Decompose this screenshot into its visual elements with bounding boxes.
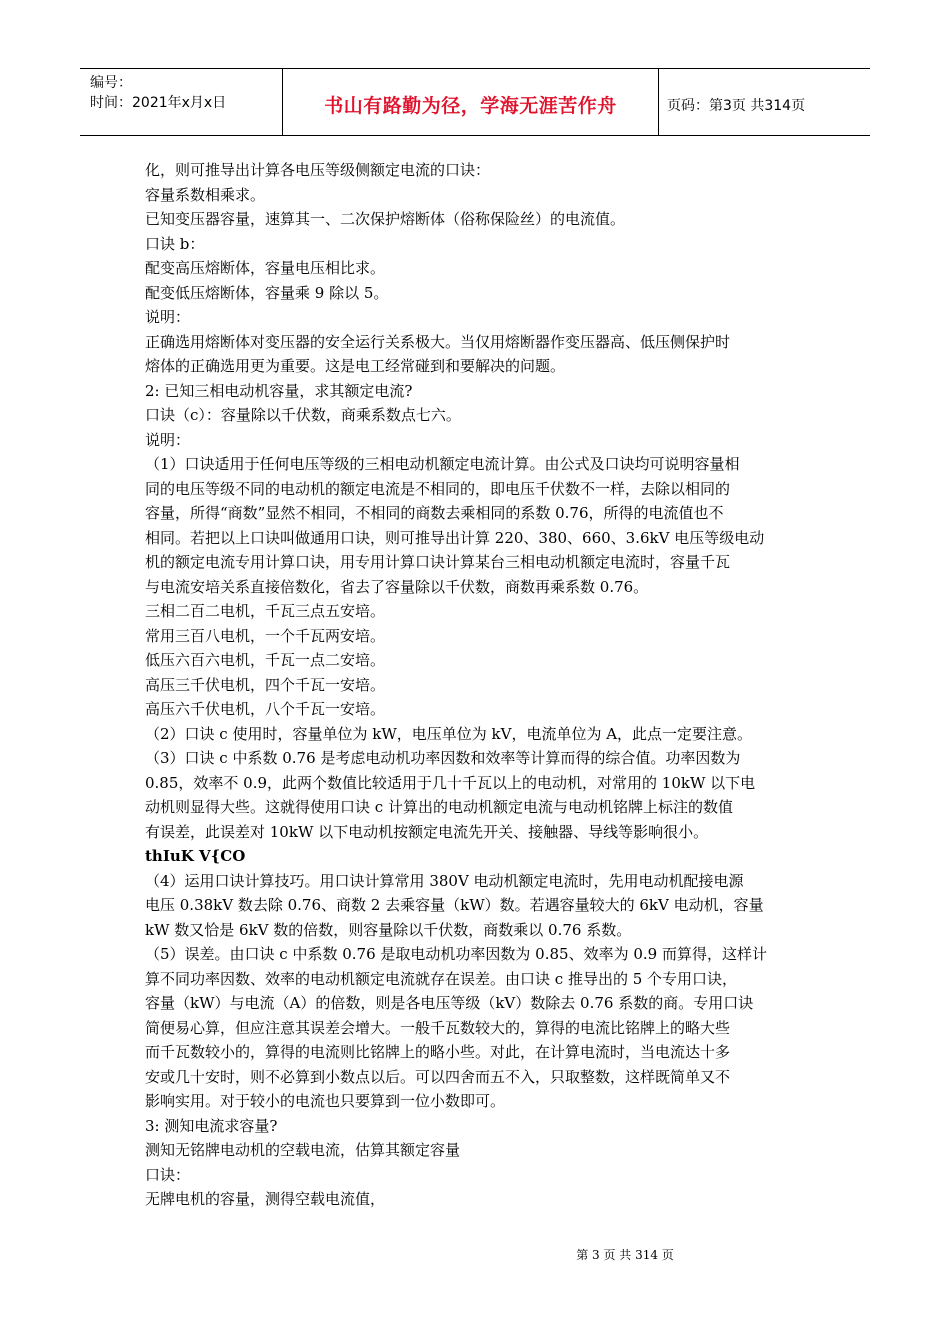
body-text-line: 说明： — [145, 430, 191, 449]
body-text-line: 口诀 b： — [145, 234, 205, 253]
body-text-line: （1）口诀适用于任何电压等级的三相电动机额定电流计算。由公式及口诀均可说明容量相 — [145, 455, 740, 473]
body-text-line: 配变高压熔断体，容量电压相比求。 — [145, 259, 386, 277]
body-text-line: 说明： — [145, 308, 191, 326]
header-page-info: 页码：第3页 共314页 — [667, 98, 806, 114]
body-text-line: kW 数又恰是 6kV 数的倍数，则容量除以千伏数，商数乘以 0.76 系数。 — [145, 920, 632, 939]
body-text-line: thIuK V{CO — [145, 847, 246, 865]
footer-page-number: 第 3 页 共 314 页 — [576, 1248, 674, 1262]
body-text-line: 容量系数相乘求。 — [145, 185, 266, 204]
body-text-line: 口诀（c）：容量除以千伏数，商乘系数点七六。 — [145, 406, 461, 424]
body-text-line: 高压三千伏电机，四个千瓦一安培。 — [145, 675, 386, 694]
header-meta-cell — [80, 69, 283, 135]
date-line: 时间：2021年x月x日 — [90, 95, 227, 111]
body-text-line: 三相二百二电机，千瓦三点五安培。 — [145, 602, 386, 620]
body-text-line: 低压六百六电机，千瓦一点二安培。 — [145, 651, 386, 669]
body-text-line: 有误差，此误差对 10kW 以下电动机按额定电流先开关、接触器、导线等影响很小。 — [145, 822, 709, 841]
page-header — [80, 68, 870, 136]
body-text-line: 高压六千伏电机，八个千瓦一安培。 — [145, 700, 386, 718]
header-motto-cell — [283, 69, 659, 135]
body-text-line: 动机则显得大些。这就得使用口诀 c 计算出的电动机额定电流与电动机铭牌上标注的数值 — [145, 798, 733, 816]
body-text-line: 容量，所得“商数”显然不相同，不相同的商数去乘相同的系数 0.76，所得的电流值也不 — [145, 504, 724, 522]
body-text-line: 简便易心算，但应注意其误差会增大。一般千瓦数较大的，算得的电流比铭牌上的略大些 — [145, 1018, 731, 1037]
serial-label: 编号： — [90, 75, 132, 91]
body-text-line: 相同。若把以上口诀叫做通用口诀，则可推导出计算 220、380、660、3.6kV 电压等级电动 — [145, 528, 765, 547]
body-text-line: 机的额定电流专用计算口诀，用专用计算口诀计算某台三相电动机额定电流时，容量千瓦 — [145, 553, 731, 571]
body-text-line: 而千瓦数较小的，算得的电流则比铭牌上的略小些。对此，在计算电流时，当电流达十多 — [145, 1043, 731, 1061]
body-text-line: 0.85，效率不 0.9，此两个数值比较适用于几十千瓦以上的电动机，对常用的 10kW 以下电 — [145, 773, 756, 792]
header-motto: 书山有路勤为径，学海无涯苦作舟 — [324, 95, 617, 117]
body-text-line: 3: 测知电流求容量? — [145, 1116, 278, 1135]
body-text-line: 安或几十安时，则不必算到小数点以后。可以四舍而五不入，只取整数，这样既简单又不 — [145, 1067, 731, 1086]
body-text-line: 与电流安培关系直接倍数化，省去了容量除以千伏数，商数再乘系数 0.76。 — [145, 577, 649, 596]
body-text-line: （5）误差。由口诀 c 中系数 0.76 是取电动机功率因数为 0.85、效率为 0.9 而算得，这样计 — [145, 945, 767, 963]
page-footer — [0, 1246, 950, 1263]
body-text-line: 配变低压熔断体，容量乘 9 除以 5。 — [145, 283, 389, 302]
body-text-line: 同的电压等级不同的电动机的额定电流是不相同的，即电压千伏数不一样，去除以相同的 — [145, 479, 731, 498]
body-text-line: 电压 0.38kV 数去除 0.76、商数 2 去乘容量（kW）数。若遇容量较大的 6kV 电动机，容量 — [145, 896, 764, 914]
document-body — [145, 158, 810, 1212]
body-text-line: 已知变压器容量，速算其一、二次保护熔断体（俗称保险丝）的电流值。 — [145, 210, 626, 228]
body-text-line: 正确选用熔断体对变压器的安全运行关系极大。当仅用熔断器作变压器高、低压侧保护时 — [145, 332, 731, 351]
body-text-line: 熔体的正确选用更为重要。这是电工经常碰到和要解决的问题。 — [145, 357, 566, 375]
body-text-line: 化，则可推导出计算各电压等级侧额定电流的口诀： — [145, 161, 491, 179]
body-text-line: （2）口诀 c 使用时，容量单位为 kW，电压单位为 kV，电流单位为 A，此点一定要注意。 — [145, 724, 753, 743]
body-text-line: 测知无铭牌电动机的空载电流，估算其额定容量 — [145, 1141, 461, 1159]
body-text-line: 口诀： — [145, 1165, 191, 1184]
header-page-cell — [659, 69, 870, 135]
body-text-line: 算不同功率因数、效率的电动机额定电流就存在误差。由口诀 c 推导出的 5 个专用口诀， — [145, 969, 738, 988]
body-text-line: （4）运用口诀计算技巧。用口诀计算常用 380V 电动机额定电流时，先用电动机配接电源 — [145, 871, 744, 890]
body-text-line: 无牌电机的容量，测得空载电流值， — [145, 1190, 386, 1208]
body-text-line: （3）口诀 c 中系数 0.76 是考虑电动机功率因数和效率等计算而得的综合值。功率因数为 — [145, 749, 741, 767]
body-text-line: 影响实用。对于较小的电流也只要算到一位小数即可。 — [145, 1092, 506, 1110]
body-text-line: 常用三百八电机，一个千瓦两安培。 — [145, 626, 386, 645]
body-text-line: 2: 已知三相电动机容量，求其额定电流? — [145, 381, 413, 400]
body-text-line: 容量（kW）与电流（A）的倍数，则是各电压等级（kV）数除去 0.76 系数的商。专用口诀 — [145, 994, 754, 1012]
